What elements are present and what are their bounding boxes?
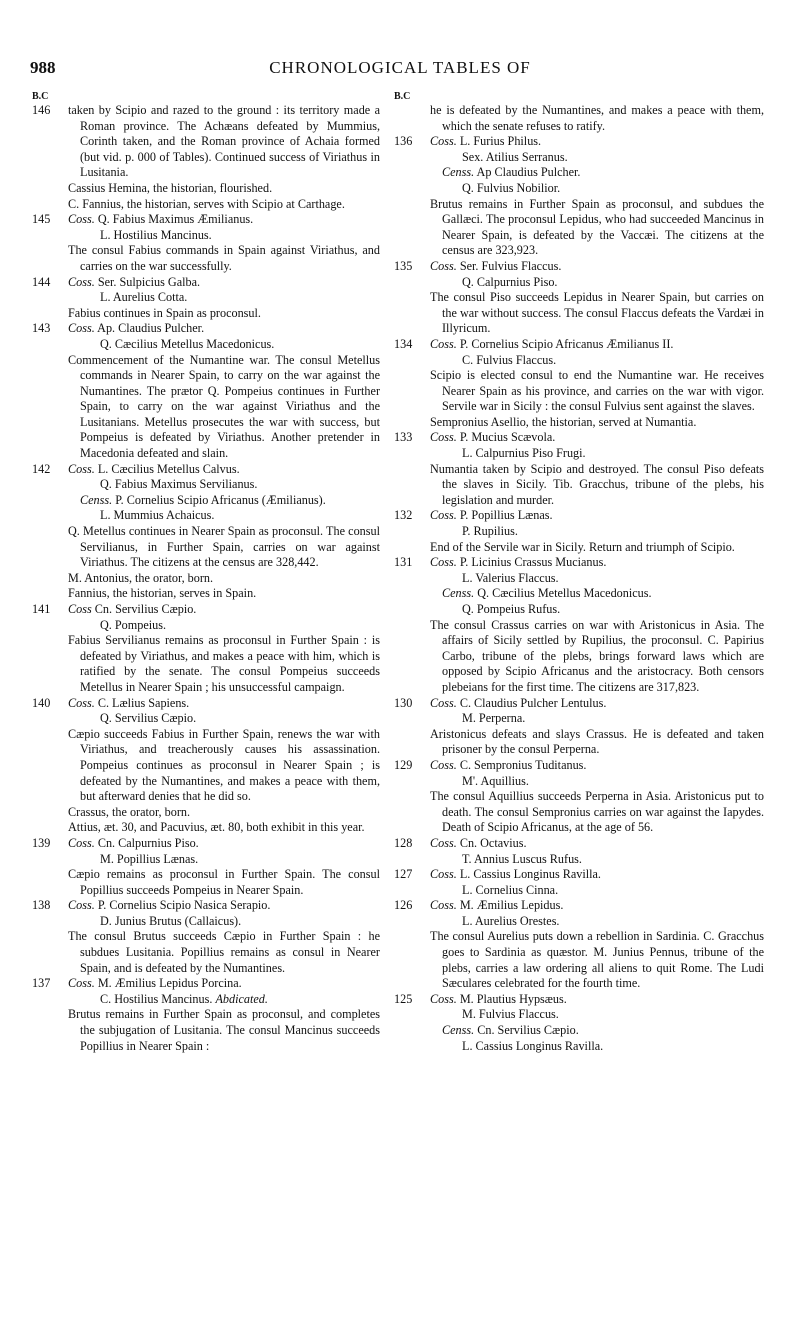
event-text: Commencement of the Numantine war. The consul Metellus commands in Nearer Spain, to carry on the war against the Numantines. The prætor Q. Pompeius continues in Further Spain, to carry on the war against Viriathus and the Lusitanians. Metellus prosecutes the war with success, but Pompeius is defeated by Viriathus. Another pretender in Macedonia defeated and slain. <box>68 352 380 461</box>
entry-year: 143 <box>32 321 51 336</box>
chronology-entry <box>32 275 380 322</box>
event-text: C. Fannius, the historian, serves with Scipio at Carthage. <box>68 196 345 211</box>
magistrate-line: C. Hostilius Mancinus. Abdicated. <box>100 991 268 1006</box>
entry-year: 137 <box>32 976 51 991</box>
magistrate-line: Q. Calpurnius Piso. <box>462 274 558 289</box>
consuls-line: Coss. C. Claudius Pulcher Lentulus. <box>430 695 607 710</box>
chronology-entry <box>394 867 764 898</box>
entry-year: 133 <box>394 430 413 445</box>
event-text: The consul Piso succeeds Lepidus in Nearer Spain, but carries on the war without success. The consul Flaccus defeats the Vardæi in Illyricum. <box>430 290 764 336</box>
event-text: he is defeated by the Numantines, and makes a peace with them, which the senate refuses to ratify. <box>430 103 764 133</box>
consuls-line: Coss. C. Sempronius Tuditanus. <box>430 757 587 772</box>
event-text: Brutus remains in Further Spain as proconsul, and subdues the Gallæci. The proconsul Lepidus, who had succeeded Mancinus in Nearer Spain, is defeated by the Vaccæi. The citizens at the census are 323,923. <box>430 196 764 258</box>
chronology-entry <box>394 430 764 508</box>
event-text: Fabius continues in Spain as proconsul. <box>68 305 261 320</box>
entry-year: 127 <box>394 867 413 882</box>
consuls-line: Coss. P. Cornelius Scipio Africanus Æmilianus II. <box>430 336 674 351</box>
entry-year: 144 <box>32 274 51 289</box>
event-text: Cassius Hemina, the historian, flourished. <box>68 180 273 195</box>
consuls-line: Coss. L. Furius Philus. <box>430 134 542 149</box>
event-text: Attius, æt. 30, and Pacuvius, æt. 80, both exhibit in this year. <box>68 820 365 835</box>
page-header <box>30 58 770 84</box>
entry-year: 129 <box>394 757 413 772</box>
consuls-line: Coss. P. Mucius Scævola. <box>430 430 556 445</box>
consuls-line: Coss. P. Cornelius Scipio Nasica Serapio. <box>68 898 271 913</box>
magistrate-line: M'. Aquillius. <box>462 773 529 788</box>
entry-year: 145 <box>32 212 51 227</box>
event-text: Scipio is elected consul to end the Numantine war. He receives Nearer Spain as his province, and carries on the war with vigor. Servile war in Sicily : the consul Fulvius sent against the slaves. <box>430 368 764 414</box>
chronology-entry <box>394 134 764 259</box>
censors-line: Censs. Ap Claudius Pulcher. <box>442 165 581 180</box>
event-text: M. Antonius, the orator, born. <box>68 570 214 585</box>
event-text: Cæpio remains as proconsul in Further Spain. The consul Popillius succeeds Pompeius in Nearer Spain. <box>68 867 380 897</box>
entry-year: 126 <box>394 898 413 913</box>
chronology-entry <box>394 103 764 134</box>
consuls-line: Coss. Ser. Sulpicius Galba. <box>68 274 201 289</box>
magistrate-line: L. Calpurnius Piso Frugi. <box>462 446 586 461</box>
entry-year: 131 <box>394 555 413 570</box>
entry-year: 139 <box>32 835 51 850</box>
entry-year: 130 <box>394 695 413 710</box>
magistrate-line: L. Cassius Longinus Ravilla. <box>462 1038 604 1053</box>
magistrate-line: T. Annius Luscus Rufus. <box>462 851 582 866</box>
consuls-line: Coss. L. Cæcilius Metellus Calvus. <box>68 461 240 476</box>
event-text: The consul Crassus carries on war with Aristonicus in Asia. The affairs of Sicily settled by Rupilius, the proconsul. C. Papirius Carbo, tribune of the plebs, brings forward laws which are opposed by Scipio Africanus and the aristocracy. Both censors plebeians for the first time. The citizens are 317,823. <box>430 617 764 694</box>
entry-year: 128 <box>394 835 413 850</box>
bc-label: B.C <box>32 91 49 102</box>
magistrate-line: D. Junius Brutus (Callaicus). <box>100 913 242 928</box>
chronology-entry <box>394 898 764 992</box>
event-text: The consul Aurelius puts down a rebellion in Sardinia. C. Gracchus goes to Sardinia as quæstor. M. Junius Pennus, tribune of the plebs, carries a law ordering all aliens to quit Rome. The Ludi Sæculares celebrated for the fourth time. <box>430 929 764 991</box>
magistrate-line: M. Perperna. <box>462 711 526 726</box>
chronology-entry <box>32 212 380 274</box>
magistrate-line: Q. Fabius Maximus Servilianus. <box>100 477 258 492</box>
chronology-entry <box>394 337 764 431</box>
consuls-line: Coss Cn. Servilius Cæpio. <box>68 602 197 616</box>
consuls-line: Coss. Cn. Calpurnius Piso. <box>68 835 199 850</box>
event-text: Aristonicus defeats and slays Crassus. He is defeated and taken prisoner by the consul Perperna. <box>430 726 764 757</box>
event-text: The consul Brutus succeeds Cæpio in Further Spain : he subdues Lusitania. Popillius remains as consul in Nearer Spain, and is defeated by the Numantines. <box>68 929 380 975</box>
consuls-line: Coss. Ap. Claudius Pulcher. <box>68 321 205 336</box>
magistrate-line: L. Cornelius Cinna. <box>462 882 559 897</box>
right-column <box>394 90 764 1054</box>
chronology-entry <box>32 836 380 898</box>
event-text: taken by Scipio and razed to the ground : its territory made a Roman province. The Achæans defeated by Mummius, Corinth taken, and the Roman province of Achaia formed (but vid. p. 000 of Tables). Continued success of Viriathus in Lusitania. <box>68 103 380 180</box>
event-text: Crassus, the orator, born. <box>68 804 191 819</box>
bc-label: B.C <box>394 91 411 102</box>
chronology-entry <box>394 992 764 1054</box>
magistrate-line: Q. Pompeius Rufus. <box>462 602 561 616</box>
chronology-entry <box>394 836 764 867</box>
magistrate-line: L. Aurelius Orestes. <box>462 913 560 928</box>
chronology-entry <box>32 602 380 696</box>
magistrate-line: M. Popillius Lænas. <box>100 851 199 866</box>
entry-year: 146 <box>32 103 51 117</box>
entry-year: 142 <box>32 461 51 476</box>
consuls-line: Coss. Q. Fabius Maximus Æmilianus. <box>68 212 254 227</box>
entry-year: 125 <box>394 991 413 1006</box>
magistrate-line: P. Rupilius. <box>462 524 518 539</box>
chronology-entry <box>32 696 380 836</box>
chronology-entry <box>32 976 380 1054</box>
event-text: Fabius Servilianus remains as proconsul in Further Spain : is defeated by Viriathus, and makes a peace with him, which is ratified by the senate. The consul Pompeius succeeds Metellus in Nearer Spain ; his unsuccessful campaign. <box>68 633 380 694</box>
consuls-line: Coss. P. Licinius Crassus Mucianus. <box>430 555 607 570</box>
censors-line: Censs. Cn. Servilius Cæpio. <box>442 1023 579 1038</box>
consuls-line: Coss. C. Lælius Sapiens. <box>68 695 190 710</box>
consuls-line: Coss. M. Plautius Hypsæus. <box>430 991 567 1006</box>
entry-year: 141 <box>32 602 51 616</box>
event-text: Sempronius Asellio, the historian, served at Numantia. <box>430 414 697 429</box>
magistrate-line: L. Valerius Flaccus. <box>462 570 559 585</box>
entry-year: 135 <box>394 258 413 273</box>
event-text: Cæpio succeeds Fabius in Further Spain, renews the war with Viriathus, and treacherously causes his assassination. Pompeius continues as proconsul in Nearer Spain ; is defeated by the Numantines, and makes a peace with them, but afterward denies that he did so. <box>68 726 380 804</box>
entry-year: 136 <box>394 134 413 149</box>
magistrate-line: C. Fulvius Flaccus. <box>462 352 557 367</box>
chronology-entry <box>394 758 764 836</box>
event-text: The consul Fabius commands in Spain against Viriathus, and carries on the war successfully. <box>68 243 380 273</box>
chronology-entry <box>32 103 380 212</box>
chronology-entry <box>394 259 764 337</box>
magistrate-line: M. Fulvius Flaccus. <box>462 1007 559 1022</box>
event-text: End of the Servile war in Sicily. Return and triumph of Scipio. <box>430 539 735 554</box>
magistrate-line: Q. Pompeius. <box>100 617 167 632</box>
event-text: Numantia taken by Scipio and destroyed. The consul Piso defeats the slaves in Sicily. Tib. Gracchus, tribune of the plebs, his legislation and murder. <box>430 461 764 507</box>
running-title: CHRONOLOGICAL TABLES OF <box>269 58 531 77</box>
entry-year: 134 <box>394 336 413 351</box>
entry-year: 140 <box>32 695 51 710</box>
event-text: Brutus remains in Further Spain as proconsul, and completes the subjugation of Lusitania. The consul Mancinus succeeds Popillius in Nearer Spain : <box>68 1007 380 1053</box>
consuls-line: Coss. Ser. Fulvius Flaccus. <box>430 258 562 273</box>
event-text: Q. Metellus continues in Nearer Spain as proconsul. The consul Servilianus, in Further Spain, carries on war against Viriathus. The citizens at the census are 328,442. <box>68 524 380 570</box>
magistrate-line: Q. Cæcilius Metellus Macedonicus. <box>100 336 275 351</box>
chronology-entry <box>394 696 764 758</box>
consuls-line: Coss. L. Cassius Longinus Ravilla. <box>430 867 601 882</box>
censors-line: Censs. Q. Cæcilius Metellus Macedonicus. <box>442 586 652 601</box>
magistrate-line: L. Aurelius Cotta. <box>100 290 188 305</box>
magistrate-line: Sex. Atilius Serranus. <box>462 149 568 164</box>
left-column <box>32 90 380 1054</box>
consuls-line: Coss. M. Æmilius Lepidus. <box>430 898 564 913</box>
censors-line: Censs. P. Cornelius Scipio Africanus (Æmilianus). <box>80 492 326 507</box>
event-text: The consul Aquillius succeeds Perperna in Asia. Aristonicus put to death. The consul Sempronius carries on war against the Iapydes. Death of Scipio Africanus, at the age of 56. <box>430 789 764 835</box>
chronology-entry <box>32 462 380 602</box>
consuls-line: Coss. M. Æmilius Lepidus Porcina. <box>68 976 242 991</box>
chronology-entry <box>32 321 380 461</box>
page-number: 988 <box>30 58 56 77</box>
magistrate-line: Q. Servilius Cæpio. <box>100 711 197 726</box>
consuls-line: Coss. P. Popillius Lænas. <box>430 508 553 523</box>
magistrate-line: L. Mummius Achaicus. <box>100 508 215 523</box>
chronology-entry <box>394 508 764 555</box>
entry-year: 138 <box>32 898 51 913</box>
event-text: Fannius, the historian, serves in Spain. <box>68 586 257 601</box>
chronology-entry <box>394 555 764 695</box>
consuls-line: Coss. Cn. Octavius. <box>430 835 527 850</box>
magistrate-line: L. Hostilius Mancinus. <box>100 227 212 242</box>
magistrate-line: Q. Fulvius Nobilior. <box>462 180 561 195</box>
chronology-entry <box>32 898 380 976</box>
entry-year: 132 <box>394 508 413 523</box>
